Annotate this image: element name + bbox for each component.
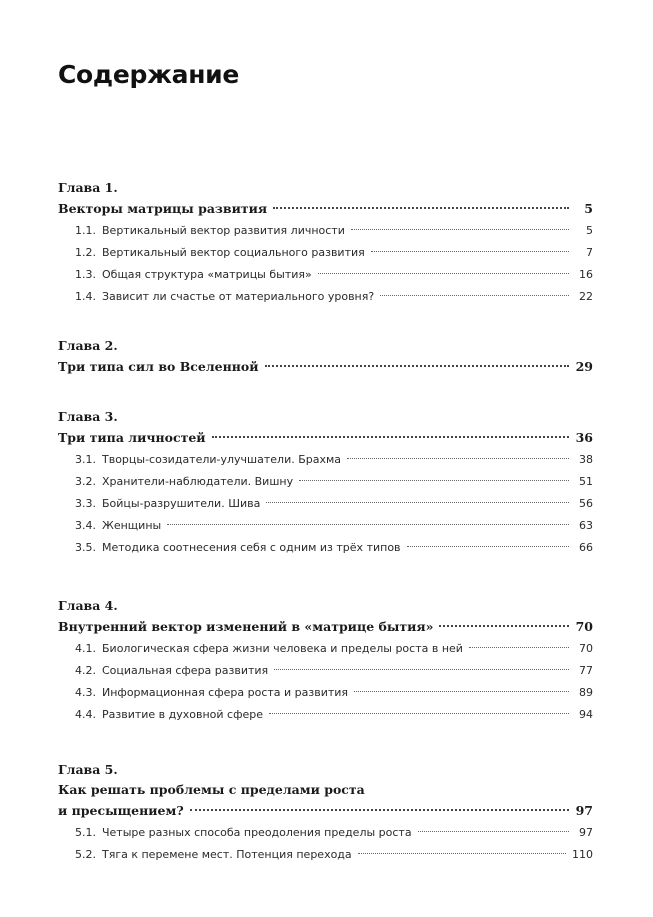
section-title: Бойцы-разрушители. Шива [102,497,261,510]
chapter-title-row[interactable] [58,616,593,638]
section-title: Четыре разных способа преодоления пределы роста [102,826,412,839]
dot-leader [212,436,569,438]
section-row[interactable] [58,822,593,844]
section-title: Социальная сфера развития [102,664,269,677]
section-number: 3.5. [75,541,96,554]
dot-leader [274,669,569,670]
page-number: 5 [584,201,593,216]
dot-leader [318,273,569,274]
section-title: Биологическая сфера жизни человека и пределы роста в ней [102,642,463,655]
dot-leader [269,713,569,714]
page-number: 5 [586,224,593,237]
section-number: 3.2. [75,475,96,488]
chapter-2 [58,336,593,378]
section-row[interactable] [58,286,593,308]
dot-leader [407,546,569,547]
chapter-5 [58,760,593,866]
dot-leader [380,295,569,296]
section-row[interactable] [58,844,593,866]
dot-leader [167,524,569,525]
dot-leader [358,853,566,854]
page-title: Содержание [58,60,240,89]
chapter-title: Векторы матрицы развития [58,201,268,216]
dot-leader [265,365,569,367]
page-number: 89 [579,686,593,699]
chapter-3 [58,407,593,559]
chapter-label: Глава 5. [58,762,118,777]
section-number: 4.1. [75,642,96,655]
chapter-title: и пресыщением? [58,803,184,818]
dot-leader [266,502,569,503]
page-number: 7 [586,246,593,259]
chapter-4 [58,596,593,726]
section-title: Общая структура «матрицы бытия» [102,268,312,281]
page-number: 77 [579,664,593,677]
section-row[interactable] [58,449,593,471]
page-number: 70 [579,642,593,655]
section-title: Хранители-наблюдатели. Вишну [102,475,294,488]
section-row[interactable] [58,537,593,559]
section-row[interactable] [58,471,593,493]
chapter-label: Глава 4. [58,598,118,613]
dot-leader [273,207,569,209]
page-number: 97 [579,826,593,839]
chapter-title-line[interactable]: Как решать проблемы с пределами роста [58,782,365,797]
page-number: 70 [575,619,593,634]
page-number: 38 [579,453,593,466]
section-title: Развитие в духовной сфере [102,708,264,721]
page-number: 110 [572,848,593,861]
page-number: 94 [579,708,593,721]
section-title: Тяга к перемене мест. Потенция перехода [102,848,352,861]
section-title: Творцы-созидатели-улучшатели. Брахма [102,453,342,466]
dot-leader [354,691,569,692]
chapter-title: Внутренний вектор изменений в «матрице бытия» [58,619,434,634]
section-number: 1.3. [75,268,96,281]
page-number: 56 [579,497,593,510]
section-row[interactable] [58,264,593,286]
chapter-title-row[interactable] [58,356,593,378]
section-number: 1.4. [75,290,96,303]
dot-leader [190,809,569,811]
page-number: 29 [575,359,593,374]
section-title: Зависит ли счастье от материального уровня? [102,290,375,303]
chapter-label: Глава 2. [58,338,118,353]
dot-leader [418,831,569,832]
section-number: 5.1. [75,826,96,839]
dot-leader [351,229,569,230]
section-row[interactable] [58,493,593,515]
section-row[interactable] [58,515,593,537]
page-number: 97 [575,803,593,818]
section-row[interactable] [58,660,593,682]
section-row[interactable] [58,682,593,704]
dot-leader [469,647,569,648]
section-number: 4.2. [75,664,96,677]
chapter-label: Глава 1. [58,180,118,195]
section-number: 4.4. [75,708,96,721]
section-row[interactable] [58,220,593,242]
page-number: 66 [579,541,593,554]
chapter-title-row[interactable] [58,198,593,220]
section-title: Методика соотнесения себя с одним из трёх типов [102,541,401,554]
chapter-title: Три типа сил во Вселенной [58,359,259,374]
chapter-label: Глава 3. [58,409,118,424]
page-number: 16 [579,268,593,281]
section-number: 1.1. [75,224,96,237]
section-row[interactable] [58,704,593,726]
section-row[interactable] [58,242,593,264]
section-number: 3.1. [75,453,96,466]
chapter-1 [58,178,593,308]
chapter-title-row[interactable] [58,800,593,822]
section-number: 5.2. [75,848,96,861]
section-title: Вертикальный вектор развития личности [102,224,345,237]
section-number: 3.3. [75,497,96,510]
page-number: 63 [579,519,593,532]
dot-leader [439,625,569,627]
section-number: 1.2. [75,246,96,259]
page-number: 51 [579,475,593,488]
section-title: Информационная сфера роста и развития [102,686,349,699]
section-title: Женщины [102,519,162,532]
chapter-title: Три типа личностей [58,430,206,445]
dot-leader [299,480,569,481]
section-number: 3.4. [75,519,96,532]
page-number: 22 [579,290,593,303]
section-title: Вертикальный вектор социального развития [102,246,365,259]
section-row[interactable] [58,638,593,660]
page-number: 36 [575,430,593,445]
chapter-title-row[interactable] [58,427,593,449]
dot-leader [371,251,569,252]
dot-leader [347,458,569,459]
section-number: 4.3. [75,686,96,699]
